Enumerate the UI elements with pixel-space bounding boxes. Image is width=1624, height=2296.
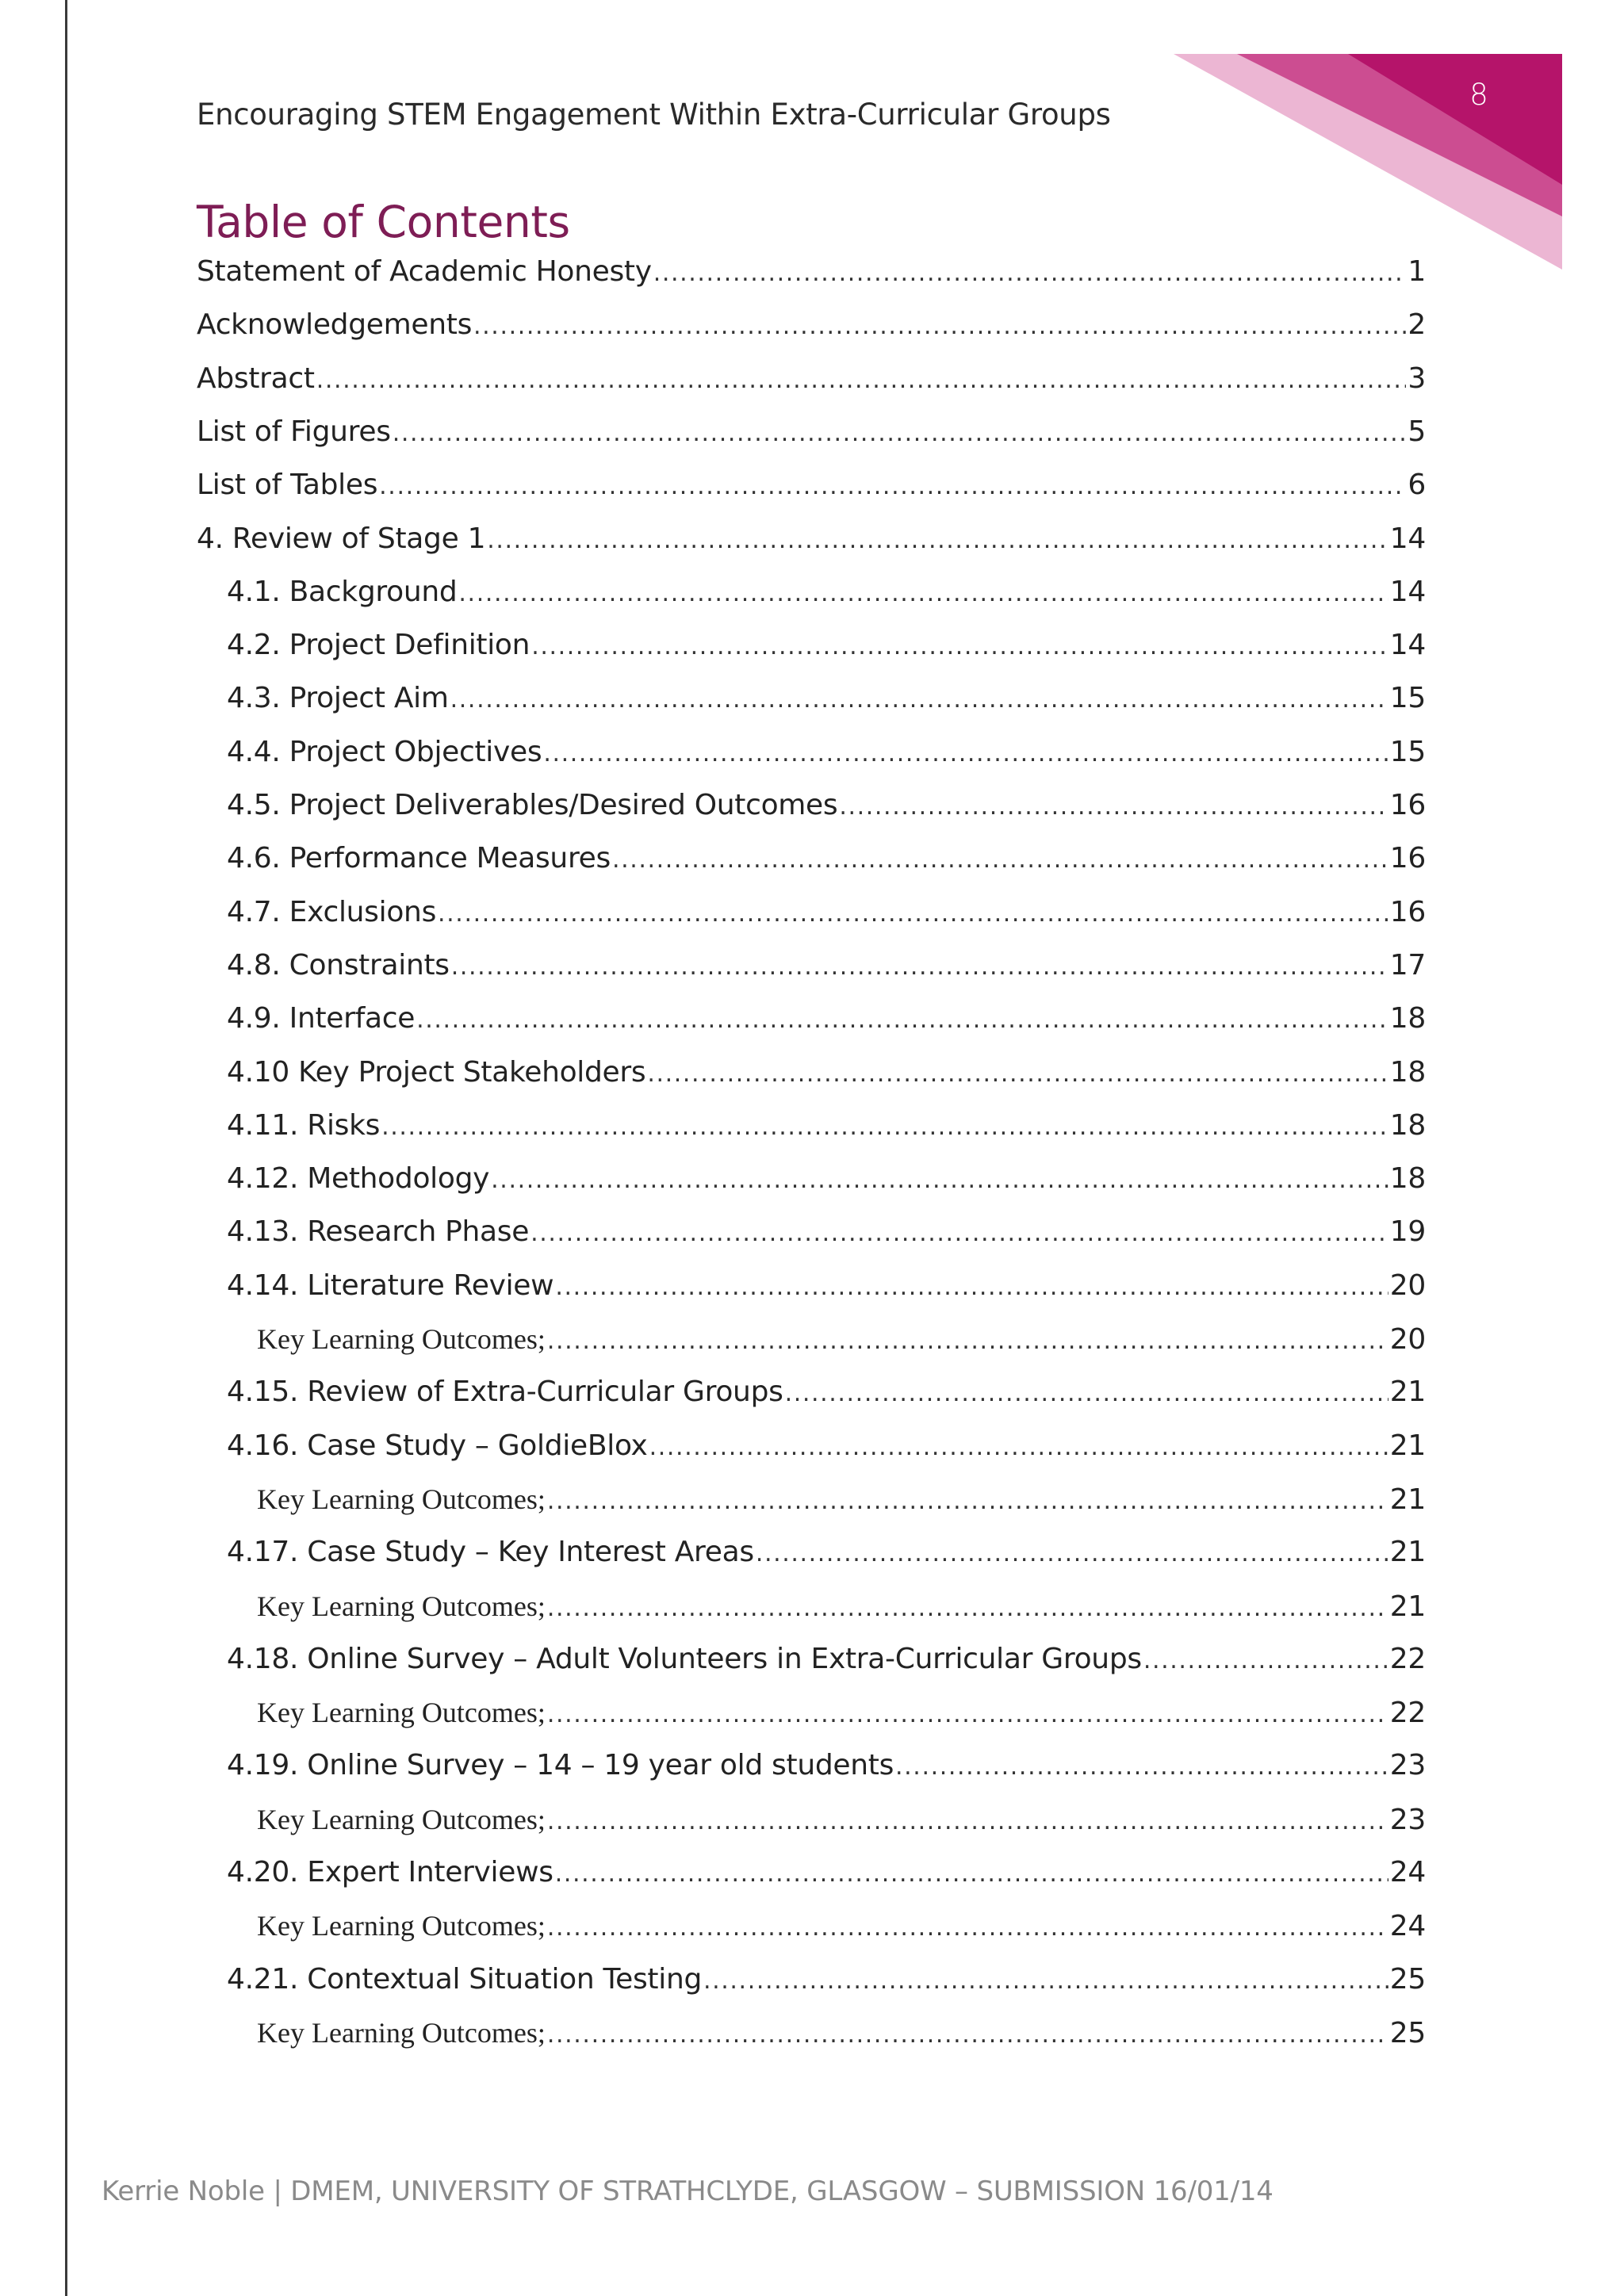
toc-entry-page-number: 3 <box>1408 362 1426 395</box>
toc-entry-page-number: 21 <box>1389 1536 1426 1568</box>
toc-entry-title: Key Learning Outcomes; <box>257 1804 546 1835</box>
toc-entry[interactable] <box>227 1162 1426 1202</box>
toc-dot-leader <box>393 419 1407 447</box>
toc-entry-title: List of Tables <box>197 469 378 501</box>
toc-dot-leader <box>450 686 1388 714</box>
toc-entry[interactable] <box>227 1056 1426 1096</box>
toc-entry[interactable] <box>227 1856 1426 1896</box>
toc-entry-title: Key Learning Outcomes; <box>257 1323 546 1355</box>
toc-entry[interactable] <box>227 1963 1426 2003</box>
toc-dot-leader <box>649 1433 1388 1461</box>
toc-entry-title: Key Learning Outcomes; <box>257 1697 546 1728</box>
toc-entry-page-number: 22 <box>1389 1697 1426 1729</box>
toc-dot-leader <box>487 526 1388 554</box>
toc-entry-page-number: 14 <box>1389 522 1426 555</box>
toc-entry-page-number: 15 <box>1389 736 1426 768</box>
toc-entry[interactable] <box>197 522 1426 562</box>
toc-entry-title: 4.9. Interface <box>227 1002 416 1035</box>
toc-dot-leader <box>1143 1647 1388 1674</box>
toc-entry-title: 4.16. Case Study – GoldieBlox <box>227 1429 648 1462</box>
toc-entry-title: 4.20. Expert Interviews <box>227 1856 553 1888</box>
toc-entry-page-number: 5 <box>1408 415 1426 448</box>
toc-entry[interactable] <box>257 2016 1426 2056</box>
toc-entry-title: 4.18. Online Survey – Adult Volunteers in Extra-Curricular Groups <box>227 1643 1142 1675</box>
toc-entry-page-number: 18 <box>1389 1056 1426 1089</box>
toc-entry-title: 4.1. Background <box>227 576 458 608</box>
toc-entry-page-number: 19 <box>1389 1215 1426 1248</box>
toc-entry-page-number: 20 <box>1389 1269 1426 1302</box>
toc-dot-leader <box>647 1060 1388 1088</box>
toc-entry[interactable] <box>227 1002 1426 1042</box>
toc-entry-page-number: 1 <box>1408 255 1426 288</box>
toc-entry-title: 4.3. Project Aim <box>227 682 449 714</box>
toc-dot-leader <box>547 1914 1388 1942</box>
toc-entry-title: 4.5. Project Deliverables/Desired Outcomes <box>227 789 838 821</box>
toc-entry[interactable] <box>227 1109 1426 1149</box>
toc-entry-page-number: 25 <box>1389 2017 1426 2049</box>
toc-entry-page-number: 22 <box>1389 1643 1426 1675</box>
toc-entry-page-number: 16 <box>1389 842 1426 874</box>
toc-entry[interactable] <box>257 1696 1426 1735</box>
toc-entry[interactable] <box>227 1536 1426 1575</box>
toc-dot-leader <box>895 1753 1388 1781</box>
toc-dot-leader <box>612 846 1388 874</box>
toc-entry-page-number: 20 <box>1389 1323 1426 1356</box>
toc-entry[interactable] <box>197 308 1426 348</box>
toc-entry-title: Key Learning Outcomes; <box>257 1483 546 1515</box>
toc-entry-title: 4. Review of Stage 1 <box>197 522 486 555</box>
toc-entry-title: 4.14. Literature Review <box>227 1269 554 1302</box>
toc-entry-title: 4.10 Key Project Stakeholders <box>227 1056 646 1089</box>
toc-entry-title: Abstract <box>197 362 315 395</box>
toc-entry[interactable] <box>227 682 1426 721</box>
toc-entry-title: 4.19. Online Survey – 14 – 19 year old students <box>227 1749 894 1781</box>
toc-dot-leader <box>530 1219 1388 1247</box>
toc-entry[interactable] <box>227 1643 1426 1682</box>
toc-dot-leader <box>438 900 1388 928</box>
toc-dot-leader <box>555 1273 1388 1301</box>
toc-dot-leader <box>839 793 1388 821</box>
toc-entry-title: Acknowledgements <box>197 308 473 341</box>
toc-entry[interactable] <box>197 415 1426 455</box>
toc-entry-title: 4.21. Contextual Situation Testing <box>227 1963 703 1996</box>
toc-entry-title: Key Learning Outcomes; <box>257 2017 546 2049</box>
toc-entry-title: Key Learning Outcomes; <box>257 1910 546 1942</box>
toc-entry-title: 4.4. Project Objectives <box>227 736 542 768</box>
toc-entry[interactable] <box>227 629 1426 668</box>
toc-entry-title: 4.2. Project Definition <box>227 629 530 661</box>
toc-entry[interactable] <box>257 1803 1426 1843</box>
toc-entry[interactable] <box>227 1269 1426 1309</box>
toc-entry-title: 4.7. Exclusions <box>227 896 437 928</box>
page-number: 8 <box>1469 78 1488 112</box>
toc-entry-page-number: 23 <box>1389 1804 1426 1836</box>
page-footer: Kerrie Noble | DMEM, UNIVERSITY OF STRATHCLYDE, GLASGOW – SUBMISSION 16/01/14 <box>102 2175 1274 2207</box>
toc-entry[interactable] <box>257 1909 1426 1949</box>
toc-dot-leader <box>543 740 1388 767</box>
toc-entry-page-number: 16 <box>1389 896 1426 928</box>
toc-dot-leader <box>451 953 1388 981</box>
toc-dot-leader <box>555 1860 1388 1888</box>
toc-entry-page-number: 23 <box>1389 1749 1426 1781</box>
toc-dot-leader <box>473 312 1406 340</box>
toc-dot-leader <box>547 1701 1388 1728</box>
toc-dot-leader <box>547 1594 1388 1622</box>
toc-entry-page-number: 2 <box>1408 308 1426 341</box>
toc-dot-leader <box>703 1967 1388 1995</box>
toc-entry[interactable] <box>257 1590 1426 1629</box>
toc-entry-title: 4.15. Review of Extra-Curricular Groups <box>227 1376 783 1408</box>
toc-entry-title: 4.17. Case Study – Key Interest Areas <box>227 1536 754 1568</box>
toc-entry-title: 4.8. Constraints <box>227 949 450 982</box>
toc-entry[interactable] <box>227 1376 1426 1415</box>
toc-dot-leader <box>547 1327 1388 1355</box>
toc-entry-title: Key Learning Outcomes; <box>257 1590 546 1622</box>
toc-entry[interactable] <box>197 362 1426 402</box>
toc-entry[interactable] <box>227 1215 1426 1255</box>
toc-dot-leader <box>547 1808 1388 1835</box>
toc-dot-leader <box>381 1113 1388 1141</box>
toc-entry-page-number: 18 <box>1389 1109 1426 1142</box>
toc-entry[interactable] <box>257 1483 1426 1522</box>
toc-entry-title: 4.6. Performance Measures <box>227 842 611 874</box>
toc-heading: Table of Contents <box>197 197 570 247</box>
toc-dot-leader <box>458 580 1388 607</box>
toc-entry-title: 4.11. Risks <box>227 1109 381 1142</box>
toc-entry[interactable] <box>227 1429 1426 1469</box>
toc-entry[interactable] <box>227 949 1426 989</box>
toc-dot-leader <box>756 1540 1388 1567</box>
toc-entry[interactable] <box>227 789 1426 828</box>
running-header: Encouraging STEM Engagement Within Extra-Curricular Groups <box>197 98 1111 132</box>
toc-entry-page-number: 14 <box>1389 576 1426 608</box>
toc-entry[interactable] <box>257 1322 1426 1362</box>
toc-dot-leader <box>653 259 1407 287</box>
toc-dot-leader <box>416 1006 1388 1034</box>
toc-dot-leader <box>491 1166 1388 1194</box>
toc-entry-page-number: 24 <box>1389 1910 1426 1942</box>
toc-entry-page-number: 24 <box>1389 1856 1426 1888</box>
toc-entry-page-number: 15 <box>1389 682 1426 714</box>
toc-entry-title: List of Figures <box>197 415 391 448</box>
toc-entry-page-number: 21 <box>1389 1483 1426 1516</box>
toc-dot-leader <box>531 633 1388 660</box>
toc-dot-leader <box>547 2021 1388 2049</box>
toc-dot-leader <box>379 473 1406 500</box>
toc-entry-title: 4.12. Methodology <box>227 1162 490 1195</box>
toc-entry-page-number: 21 <box>1389 1429 1426 1462</box>
toc-entry-page-number: 21 <box>1389 1590 1426 1623</box>
toc-entry-page-number: 17 <box>1389 949 1426 982</box>
toc-entry-page-number: 16 <box>1389 789 1426 821</box>
toc-entry-page-number: 21 <box>1389 1376 1426 1408</box>
toc-entry[interactable] <box>197 255 1426 295</box>
toc-entry-title: Statement of Academic Honesty <box>197 255 652 288</box>
toc-entry[interactable] <box>227 896 1426 936</box>
toc-entry[interactable] <box>227 842 1426 882</box>
toc-entry-title: 4.13. Research Phase <box>227 1215 530 1248</box>
toc-dot-leader <box>316 366 1407 394</box>
toc-entry[interactable] <box>197 469 1426 508</box>
toc-entry[interactable] <box>227 576 1426 615</box>
toc-entry[interactable] <box>227 1749 1426 1789</box>
toc-entry-page-number: 18 <box>1389 1162 1426 1195</box>
toc-entry-page-number: 18 <box>1389 1002 1426 1035</box>
toc-dot-leader <box>785 1380 1388 1407</box>
toc-entry-page-number: 6 <box>1408 469 1426 501</box>
toc-entry-page-number: 14 <box>1389 629 1426 661</box>
toc-entry[interactable] <box>227 736 1426 775</box>
toc-dot-leader <box>547 1487 1388 1515</box>
toc-entry-page-number: 25 <box>1389 1963 1426 1996</box>
